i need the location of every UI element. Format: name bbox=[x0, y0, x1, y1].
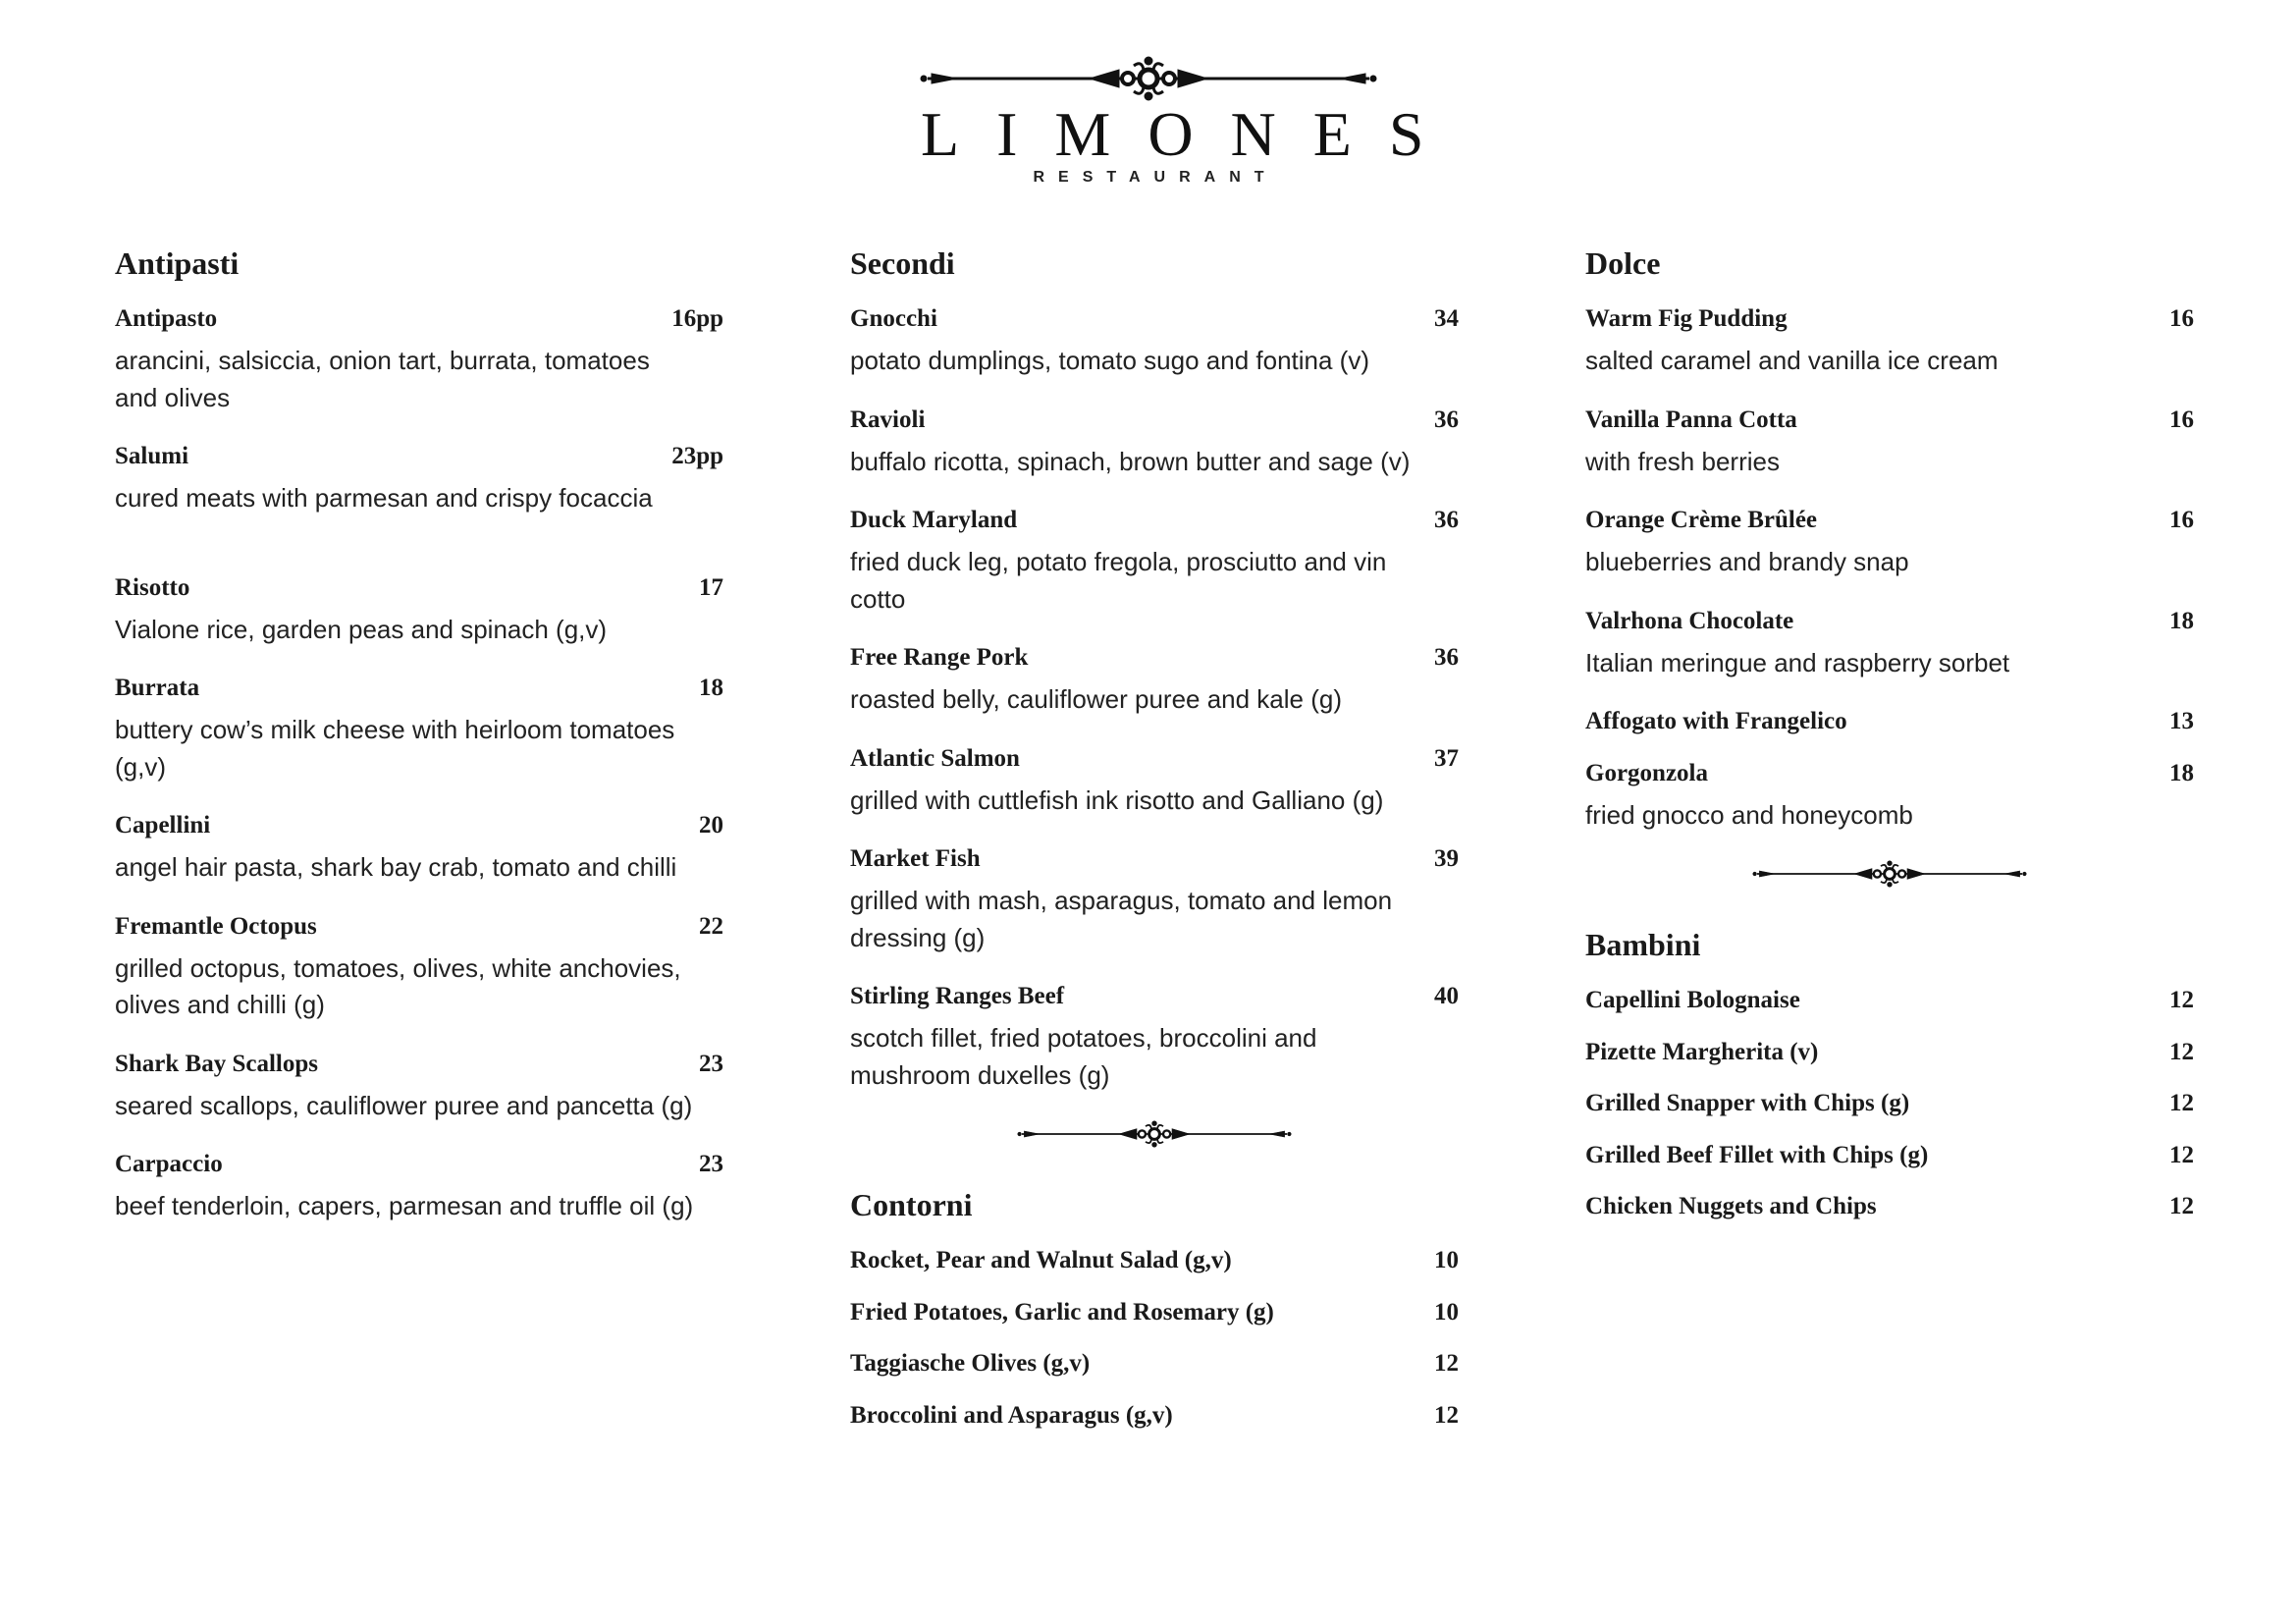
menu-item bbox=[1585, 698, 2194, 745]
menu-section bbox=[1585, 920, 2194, 1230]
menu-item-price: 40 bbox=[1434, 983, 1459, 1009]
menu-item-name: Salumi bbox=[115, 443, 189, 469]
menu-item bbox=[850, 836, 1459, 956]
menu-item-header bbox=[850, 836, 1459, 883]
menu-item-header bbox=[850, 1289, 1459, 1336]
menu-item-price: 18 bbox=[2169, 607, 2194, 634]
menu-item bbox=[850, 1237, 1459, 1284]
section-divider bbox=[850, 1119, 1459, 1149]
menu-item-description: cured meats with parmesan and crispy focaccia bbox=[115, 483, 653, 513]
menu-item-header bbox=[1585, 698, 2194, 745]
menu-section bbox=[850, 1180, 1459, 1439]
menu-item-header bbox=[115, 665, 723, 712]
menu-item bbox=[850, 296, 1459, 380]
ornament-icon bbox=[1649, 859, 2130, 889]
menu-item-header bbox=[850, 497, 1459, 544]
menu-item-price: 39 bbox=[1434, 845, 1459, 872]
menu-column-3 bbox=[1585, 239, 2194, 1235]
menu-item-price: 16 bbox=[2169, 406, 2194, 433]
menu-item-header bbox=[850, 1237, 1459, 1284]
menu-item-description: buffalo ricotta, spinach, brown butter and sage (v) bbox=[850, 446, 1411, 476]
menu-item-description: fried gnocco and honeycomb bbox=[1585, 799, 1913, 830]
menu-item-description: roasted belly, cauliflower puree and kale (g) bbox=[850, 684, 1343, 714]
menu-item bbox=[115, 665, 723, 785]
menu-item bbox=[1585, 977, 2194, 1024]
menu-item bbox=[115, 1141, 723, 1225]
menu-item bbox=[850, 634, 1459, 719]
menu-item-header bbox=[115, 802, 723, 849]
menu-item-name: Capellini bbox=[115, 812, 211, 839]
menu-item-price: 20 bbox=[699, 812, 723, 839]
menu-item bbox=[1585, 296, 2194, 380]
menu-item-header bbox=[850, 634, 1459, 681]
menu-item-name: Capellini Bolognaise bbox=[1585, 987, 1800, 1013]
menu-item-name: Burrata bbox=[115, 675, 200, 701]
menu-item-price: 12 bbox=[2169, 1090, 2194, 1116]
menu-item-price: 12 bbox=[1434, 1401, 1459, 1429]
menu-item-name: Affogato with Frangelico bbox=[1585, 708, 1847, 734]
menu-section bbox=[850, 239, 1459, 1094]
menu-item-name: Warm Fig Pudding bbox=[1585, 305, 1788, 332]
menu-item-name: Gnocchi bbox=[850, 305, 937, 332]
menu-item bbox=[850, 497, 1459, 618]
menu-item bbox=[850, 1340, 1459, 1387]
menu-item-header bbox=[1585, 397, 2194, 444]
menu-item bbox=[1585, 1029, 2194, 1076]
menu-item-price: 12 bbox=[2169, 1193, 2194, 1219]
menu-item-header bbox=[850, 1340, 1459, 1387]
menu-item bbox=[1585, 1183, 2194, 1230]
menu-item-header bbox=[850, 735, 1459, 783]
menu-item-name: Atlantic Salmon bbox=[850, 744, 1020, 772]
ornament-icon bbox=[918, 54, 1379, 103]
menu-item-name: Orange Crème Brûlée bbox=[1585, 507, 1818, 533]
menu-item-description: angel hair pasta, shark bay crab, tomato and chilli bbox=[115, 852, 677, 882]
menu-item-name: Antipasto bbox=[115, 305, 218, 332]
menu-item bbox=[850, 1392, 1459, 1439]
menu-item bbox=[1585, 750, 2194, 835]
menu-item bbox=[1585, 598, 2194, 682]
menu-item-name: Pizette Margherita (v) bbox=[1585, 1038, 1819, 1065]
menu-item-header bbox=[1585, 1183, 2194, 1230]
menu-item-header bbox=[1585, 497, 2194, 544]
menu-item-price: 16 bbox=[2169, 507, 2194, 533]
menu-item bbox=[115, 565, 723, 649]
menu-item-name: Ravioli bbox=[850, 406, 926, 433]
menu-item-name: Chicken Nuggets and Chips bbox=[1585, 1193, 1877, 1219]
menu-item-price: 36 bbox=[1434, 406, 1459, 433]
menu-item-name: Market Fish bbox=[850, 845, 981, 872]
menu-item-description: grilled with mash, asparagus, tomato and lemon dressing (g) bbox=[850, 886, 1393, 952]
menu-item bbox=[115, 296, 723, 416]
menu-item-header bbox=[1585, 1029, 2194, 1076]
menu-item-name: Fried Potatoes, Garlic and Rosemary (g) bbox=[850, 1298, 1274, 1325]
menu-item-name: Vanilla Panna Cotta bbox=[1585, 406, 1797, 433]
menu-item-price: 36 bbox=[1434, 507, 1459, 533]
menu-item-header bbox=[115, 1141, 723, 1188]
menu-item-description: scotch fillet, fried potatoes, broccolini and mushroom duxelles (g) bbox=[850, 1023, 1317, 1090]
menu-item-name: Grilled Snapper with Chips (g) bbox=[1585, 1090, 1910, 1116]
menu-item-header bbox=[1585, 1132, 2194, 1179]
menu-item-price: 22 bbox=[699, 912, 723, 940]
menu-item-name: Rocket, Pear and Walnut Salad (g,v) bbox=[850, 1247, 1232, 1273]
menu-item bbox=[850, 973, 1459, 1094]
menu-item-price: 16 bbox=[2169, 305, 2194, 332]
menu-item-header bbox=[850, 1392, 1459, 1439]
menu-item-price: 36 bbox=[1434, 644, 1459, 671]
menu-item-description: salted caramel and vanilla ice cream bbox=[1585, 346, 1999, 375]
menu-item-header bbox=[115, 296, 723, 343]
menu-item-name: Carpaccio bbox=[115, 1151, 223, 1177]
restaurant-subtitle: RESTAURANT bbox=[1033, 169, 1278, 186]
menu-item-price: 16pp bbox=[671, 305, 723, 332]
restaurant-name: LIMONES bbox=[921, 99, 1462, 169]
menu-item bbox=[115, 802, 723, 887]
menu-item-name: Fremantle Octopus bbox=[115, 912, 317, 940]
menu-item-description: grilled octopus, tomatoes, olives, white anchovies, olives and chilli (g) bbox=[115, 952, 681, 1019]
menu-item-name: Grilled Beef Fillet with Chips (g) bbox=[1585, 1141, 1929, 1168]
menu-item-name: Taggiasche Olives (g,v) bbox=[850, 1350, 1091, 1377]
menu-item-name: Shark Bay Scallops bbox=[115, 1050, 319, 1077]
menu-section bbox=[115, 239, 723, 1225]
menu-item-name: Duck Maryland bbox=[850, 507, 1018, 533]
menu-item-header bbox=[115, 1041, 723, 1088]
menu-item-description: Italian meringue and raspberry sorbet bbox=[1585, 647, 2010, 677]
menu-item-price: 12 bbox=[1434, 1350, 1459, 1377]
menu-item-header bbox=[115, 565, 723, 612]
menu-item-name: Valrhona Chocolate bbox=[1585, 607, 1794, 634]
menu-item-description: fried duck leg, potato fregola, prosciutto and vin cotto bbox=[850, 547, 1387, 614]
menu-item-header bbox=[1585, 598, 2194, 645]
menu-item-description: seared scallops, cauliflower puree and pancetta (g) bbox=[115, 1090, 693, 1120]
menu-item bbox=[850, 397, 1459, 481]
menu-item bbox=[1585, 497, 2194, 581]
menu-item-price: 34 bbox=[1434, 305, 1459, 332]
menu-item-description: buttery cow’s milk cheese with heirloom tomatoes (g,v) bbox=[115, 715, 675, 782]
menu-item bbox=[115, 903, 723, 1024]
menu-item-price: 37 bbox=[1434, 744, 1459, 772]
menu-item-name: Stirling Ranges Beef bbox=[850, 983, 1065, 1009]
menu-item-header bbox=[850, 397, 1459, 444]
menu-item-description: arancini, salsiccia, onion tart, burrata, tomatoes and olives bbox=[115, 346, 650, 412]
menu-item-description: potato dumplings, tomato sugo and fontina (v) bbox=[850, 346, 1369, 375]
menu-item bbox=[850, 735, 1459, 820]
menu-item-price: 23 bbox=[699, 1050, 723, 1077]
menu-item-name: Broccolini and Asparagus (g,v) bbox=[850, 1401, 1173, 1429]
menu-column-2 bbox=[850, 239, 1459, 1443]
menu-item-price: 10 bbox=[1434, 1247, 1459, 1273]
menu-item-description: Vialone rice, garden peas and spinach (g,v) bbox=[115, 614, 608, 644]
menu-column-1 bbox=[115, 239, 723, 1242]
menu-item bbox=[115, 433, 723, 517]
menu-item-price: 18 bbox=[2169, 759, 2194, 786]
menu-item-header bbox=[115, 903, 723, 950]
section-heading: Antipasti bbox=[115, 245, 240, 281]
menu-item-price: 23pp bbox=[671, 443, 723, 469]
menu-item-price: 23 bbox=[699, 1151, 723, 1177]
menu-item-price: 12 bbox=[2169, 1141, 2194, 1168]
menu-item-description: beef tenderloin, capers, parmesan and truffle oil (g) bbox=[115, 1191, 694, 1220]
menu-section bbox=[1585, 239, 2194, 834]
menu-item bbox=[1585, 1080, 2194, 1127]
menu-item-name: Free Range Pork bbox=[850, 644, 1029, 671]
menu-item-description: blueberries and brandy snap bbox=[1585, 547, 1909, 576]
menu-item bbox=[850, 1289, 1459, 1336]
menu-item-header bbox=[1585, 750, 2194, 797]
section-heading: Secondi bbox=[850, 245, 955, 281]
menu-item bbox=[1585, 397, 2194, 481]
menu-item bbox=[1585, 1132, 2194, 1179]
menu-item-header bbox=[850, 296, 1459, 343]
restaurant-logo bbox=[883, 29, 1462, 196]
menu-item-price: 10 bbox=[1434, 1298, 1459, 1325]
menu-item-name: Risotto bbox=[115, 573, 190, 601]
menu-item-description: grilled with cuttlefish ink risotto and Galliano (g) bbox=[850, 784, 1384, 815]
section-heading: Dolce bbox=[1585, 245, 1661, 281]
menu-item-header bbox=[1585, 977, 2194, 1024]
menu-item-name: Gorgonzola bbox=[1585, 759, 1708, 786]
menu-item-price: 12 bbox=[2169, 987, 2194, 1013]
menu-item-description: with fresh berries bbox=[1585, 446, 1780, 476]
section-heading: Contorni bbox=[850, 1187, 973, 1222]
menu-item-header bbox=[850, 973, 1459, 1020]
menu-item-header bbox=[1585, 296, 2194, 343]
menu-item bbox=[115, 1041, 723, 1125]
section-heading: Bambini bbox=[1585, 927, 1701, 962]
menu-item-header bbox=[115, 433, 723, 480]
menu-item-price: 13 bbox=[2169, 708, 2194, 734]
ornament-icon bbox=[914, 1119, 1395, 1149]
menu-item-header bbox=[1585, 1080, 2194, 1127]
menu-item-price: 17 bbox=[699, 573, 723, 601]
section-divider bbox=[1585, 859, 2194, 889]
menu-item-price: 18 bbox=[699, 675, 723, 701]
menu-item-price: 12 bbox=[2169, 1038, 2194, 1065]
